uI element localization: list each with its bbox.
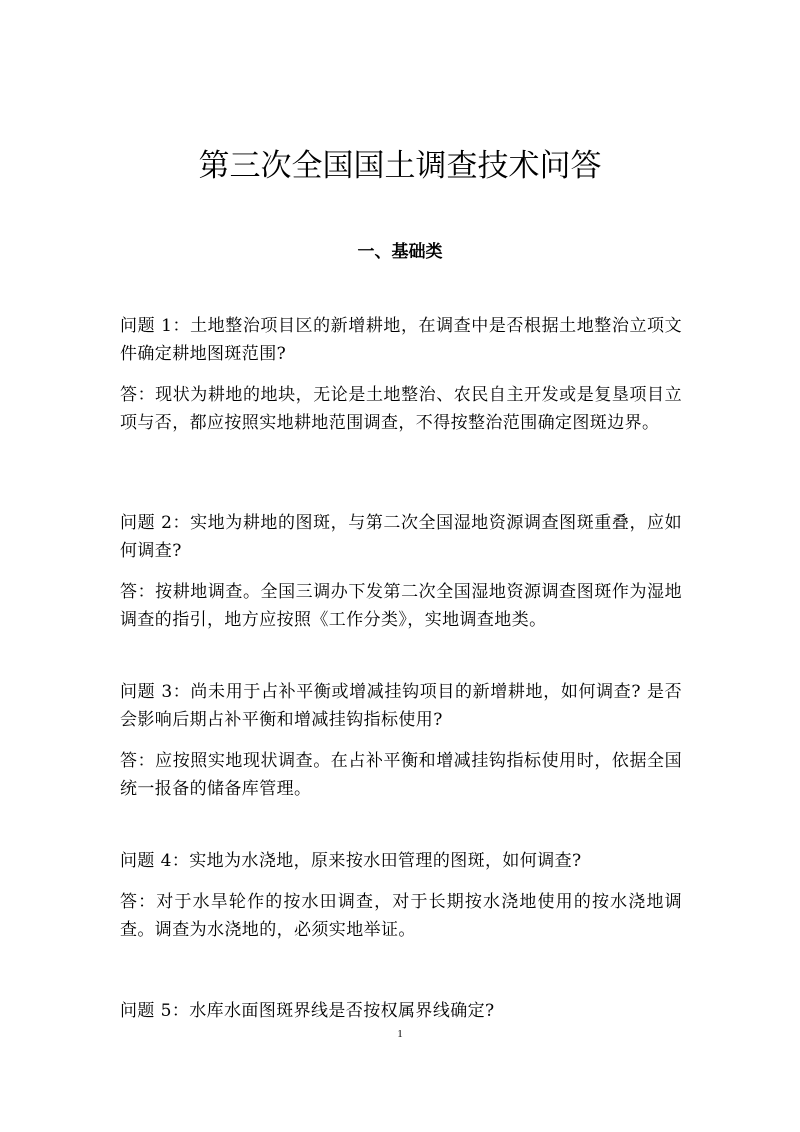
question-4: 问题 4：实地为水浇地，原来按水田管理的图斑，如何调查? — [120, 851, 582, 871]
answer-2: 答：按耕地调查。全国三调办下发第二次全国湿地资源调查图斑作为湿地调查的指引，地方应按照《工作分类》，实地调查地类。 — [120, 582, 682, 630]
page-number: 1 — [397, 1028, 403, 1040]
question-2: 问题 2：实地为耕地的图斑，与第二次全国湿地资源调查图斑重叠，应如何调查? — [120, 513, 682, 561]
answer-3: 答：应按照实地现状调查。在占补平衡和增减挂钩指标使用时，依据全国统一报备的储备库管理。 — [120, 751, 682, 799]
section-heading: 一、基础类 — [357, 242, 443, 262]
answer-1: 答：现状为耕地的地块，无论是土地整治、农民自主开发或是复垦项目立项与否，都应按照实地耕地范围调查，不得按整治范围确定图斑边界。 — [120, 385, 682, 433]
question-1: 问题 1：土地整治项目区的新增耕地，在调查中是否根据土地整治立项文件确定耕地图斑范围? — [120, 316, 682, 364]
question-5: 问题 5：水库水面图斑界线是否按权属界线确定? — [120, 1001, 495, 1021]
page-title: 第三次全国国土调查技术问答 — [198, 148, 602, 184]
question-3: 问题 3：尚未用于占补平衡或增减挂钩项目的新增耕地，如何调查? 是否会影响后期占补平衡和增减挂钩指标使用? — [120, 682, 682, 730]
answer-4: 答：对于水旱轮作的按水田调查，对于长期按水浇地使用的按水浇地调查。调查为水浇地的，必须实地举证。 — [120, 892, 682, 940]
